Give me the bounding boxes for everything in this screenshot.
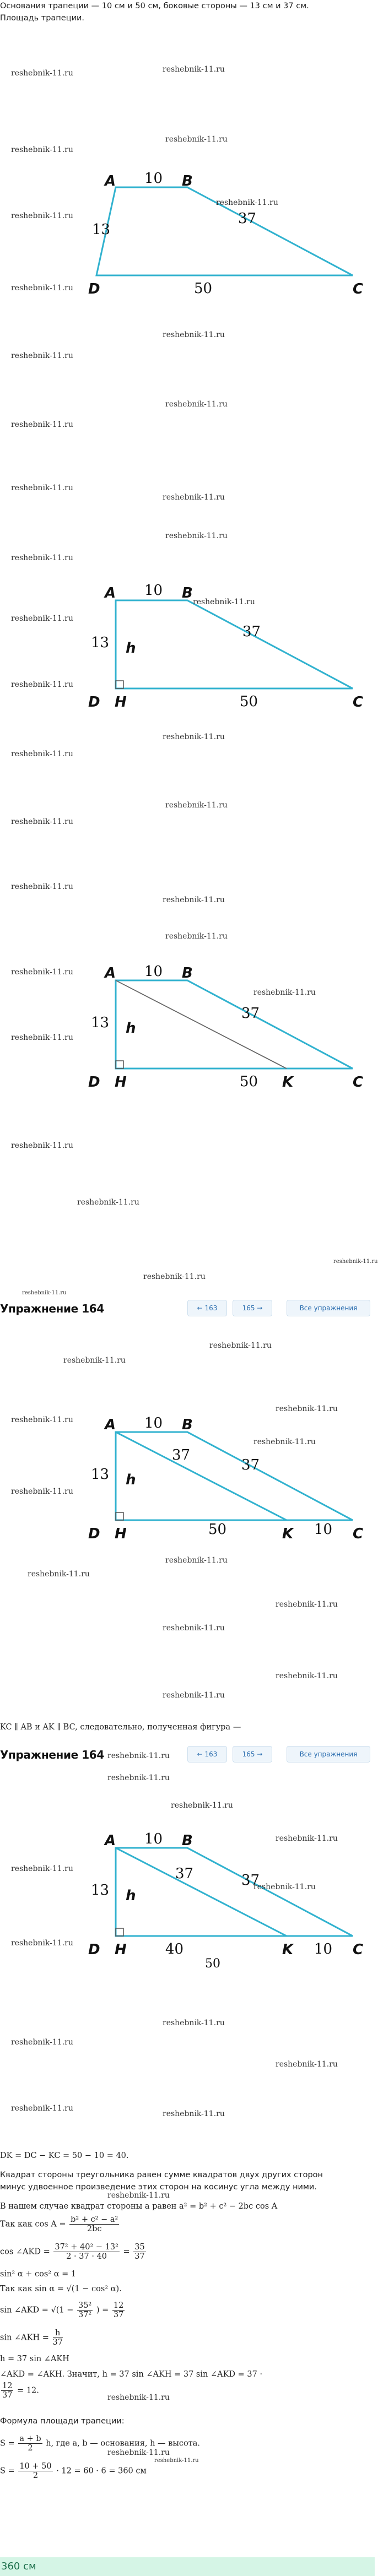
vertex-D: D xyxy=(88,1526,100,1542)
vertex-H: H xyxy=(115,694,127,711)
vertex-D: D xyxy=(88,1074,100,1091)
vertex-B: B xyxy=(182,965,193,981)
next-exercise-button[interactable]: 165 → xyxy=(233,1746,272,1762)
area-formula-heading: Формула площади трапеции: xyxy=(0,2417,125,2426)
watermark: reshebnik-11.ru xyxy=(333,1259,378,1265)
sin-akd-result xyxy=(112,2301,125,2319)
watermark: reshebnik-11.ru xyxy=(107,2191,170,2200)
watermark: reshebnik-11.ru xyxy=(63,1356,126,1365)
s-def-num: a + b xyxy=(19,2434,41,2443)
vertex-C: C xyxy=(353,694,364,711)
exercise-title: Упражнение 164 xyxy=(0,1302,104,1315)
vertex-H: H xyxy=(115,1074,127,1091)
cos-num: b² + c² − a² xyxy=(71,2215,118,2224)
watermark: reshebnik-11.ru xyxy=(276,1600,338,1609)
vertex-D: D xyxy=(88,694,100,711)
sin-akh-formula xyxy=(0,2329,369,2347)
h-result xyxy=(0,2382,369,2400)
cos-akd-frac xyxy=(53,2243,120,2261)
watermark: reshebnik-11.ru xyxy=(154,2458,199,2464)
watermark: reshebnik-11.ru xyxy=(165,1556,228,1565)
watermark: reshebnik-11.ru xyxy=(193,598,255,606)
exercise-title: Упражнение 164 xyxy=(0,1748,104,1761)
label-top-base: 10 xyxy=(144,582,163,599)
since-sin-line: Так как sin α = √(1 − cos² α). xyxy=(0,2285,122,2293)
vertex-C: C xyxy=(353,1942,364,1958)
watermark: reshebnik-11.ru xyxy=(143,1272,206,1281)
sin-akd-res-num: 12 xyxy=(113,2301,124,2310)
vertex-A: A xyxy=(105,965,116,981)
label-right-side: 37 xyxy=(242,623,261,640)
trapezoid-diagram-1 xyxy=(0,160,375,303)
label-left-side: 13 xyxy=(91,1466,110,1483)
watermark: reshebnik-11.ru xyxy=(163,733,225,741)
cos-den: 2bc xyxy=(87,2225,102,2233)
vertex-B: B xyxy=(182,1417,193,1433)
area-definition xyxy=(0,2434,369,2453)
watermark: reshebnik-11.ru xyxy=(11,1939,73,1948)
parallel-statement: KC ∥ AB и AK ∥ BC, следовательно, полученная фигура — xyxy=(0,1723,241,1732)
label-bottom-base: 50 xyxy=(205,1957,220,1971)
cos-akd-lhs: cos ∠AKD = xyxy=(0,2247,50,2257)
exercise-nav-2 xyxy=(0,1742,375,1768)
vertex-D: D xyxy=(88,281,100,297)
s-calc-den: 2 xyxy=(33,2471,39,2480)
height-h: h xyxy=(126,1888,136,1904)
all-exercises-button[interactable]: Все упражнения xyxy=(287,1300,370,1316)
watermark: reshebnik-11.ru xyxy=(11,420,73,429)
prev-exercise-button[interactable]: ← 163 xyxy=(187,1746,227,1762)
watermark: reshebnik-11.ru xyxy=(22,1290,67,1296)
watermark: reshebnik-11.ru xyxy=(165,135,228,144)
watermark: reshebnik-11.ru xyxy=(163,2109,225,2118)
sin-akd-num: 35² xyxy=(78,2301,92,2310)
h-equals-12: = 12. xyxy=(17,2386,39,2395)
label-right-side: 37 xyxy=(241,1457,260,1473)
cos-rule-line-1: Квадрат стороны треугольника равен сумме квадратов двух других сторон xyxy=(0,2171,323,2179)
label-bottom-base: 50 xyxy=(194,280,213,297)
watermark: reshebnik-11.ru xyxy=(163,65,225,74)
label-left-side: 13 xyxy=(91,1882,110,1899)
sin-akd-formula xyxy=(0,2301,369,2319)
all-exercises-button[interactable]: Все упражнения xyxy=(287,1746,370,1762)
our-case-line: В нашем случае квадрат стороны a равен a² = b² + c² − 2bc cos A xyxy=(0,2202,278,2211)
height-h: h xyxy=(126,1020,136,1037)
watermark: reshebnik-11.ru xyxy=(276,1404,338,1413)
sin-akh-num: h xyxy=(53,2329,63,2338)
watermark: reshebnik-11.ru xyxy=(11,1141,73,1150)
s-calc-num: 10 + 50 xyxy=(19,2462,52,2471)
sin-akh-den: 37 xyxy=(52,2338,63,2347)
answer-value: 360 см xyxy=(1,2561,36,2572)
watermark: reshebnik-11.ru xyxy=(276,1834,338,1843)
vertex-D: D xyxy=(88,1942,100,1958)
label-right-side: 37 xyxy=(241,1005,260,1022)
cos-akd-res-num: 35 xyxy=(134,2243,145,2252)
sin-akh-lhs: sin ∠AKH = xyxy=(0,2333,49,2342)
watermark: reshebnik-11.ru xyxy=(171,1801,233,1810)
vertex-A: A xyxy=(105,585,116,601)
watermark: reshebnik-11.ru xyxy=(11,1033,73,1042)
watermark: reshebnik-11.ru xyxy=(276,1672,338,1680)
watermark: reshebnik-11.ru xyxy=(163,896,225,904)
sin-akd-res-den: 37 xyxy=(113,2311,124,2319)
label-bottom-base: 50 xyxy=(208,1521,227,1538)
s-def-den: 2 xyxy=(28,2444,33,2453)
sin-akd-frac xyxy=(77,2301,93,2319)
watermark: reshebnik-11.ru xyxy=(11,1487,73,1496)
s-def-tail: h, где a, b — основания, h — высота. xyxy=(46,2439,200,2448)
vertex-K: K xyxy=(282,1526,294,1542)
vertex-B: B xyxy=(182,173,193,189)
intro-line-1: Основания трапеции — 10 см и 50 см, боковые стороны — 13 см и 37 см. xyxy=(0,2,309,10)
vertex-A: A xyxy=(105,1832,116,1849)
cos-akd-den: 2 · 37 · 40 xyxy=(66,2252,107,2261)
watermark: reshebnik-11.ru xyxy=(163,493,225,502)
dk-computation: DK = DC − KC = 50 − 10 = 40. xyxy=(0,2151,129,2160)
watermark: reshebnik-11.ru xyxy=(11,882,73,891)
watermark: reshebnik-11.ru xyxy=(11,145,73,154)
vertex-H: H xyxy=(115,1526,127,1542)
vertex-K: K xyxy=(282,1942,294,1958)
label-top-base: 10 xyxy=(144,170,163,187)
label-bottom-base: 50 xyxy=(240,693,258,710)
label-kc: 10 xyxy=(314,1521,333,1538)
watermark: reshebnik-11.ru xyxy=(11,614,73,623)
label-right-side: 37 xyxy=(241,1872,260,1889)
vertex-B: B xyxy=(182,585,193,601)
cos-fraction xyxy=(69,2215,119,2233)
height-h: h xyxy=(126,640,136,657)
s-def-frac xyxy=(18,2434,42,2453)
label-top-base: 10 xyxy=(144,1415,163,1431)
answer-bar xyxy=(0,2557,375,2576)
watermark: reshebnik-11.ru xyxy=(11,351,73,360)
height-h: h xyxy=(126,1472,136,1488)
cos-akd-result xyxy=(133,2243,145,2261)
watermark: reshebnik-11.ru xyxy=(163,2019,225,2027)
cos-akd-num: 37² + 40² − 13² xyxy=(55,2243,118,2252)
s-calc-tail: · 12 = 60 · 6 = 360 см xyxy=(56,2466,147,2476)
label-kc: 10 xyxy=(314,1941,333,1957)
watermark: reshebnik-11.ru xyxy=(276,2060,338,2069)
vertex-A: A xyxy=(105,173,116,189)
watermark: reshebnik-11.ru xyxy=(165,532,228,540)
vertex-B: B xyxy=(182,1832,193,1849)
watermark: reshebnik-11.ru xyxy=(107,2448,170,2457)
label-right-side: 37 xyxy=(238,210,257,227)
cos-a-formula xyxy=(0,2215,369,2233)
watermark: reshebnik-11.ru xyxy=(107,2393,170,2402)
angle-equality-line: ∠AKD = ∠AKH. Значит, h = 37 sin ∠AKH = 37 sin ∠AKD = 37 · xyxy=(0,2370,263,2379)
sin-akh-frac xyxy=(53,2329,63,2347)
vertex-C: C xyxy=(353,281,364,297)
watermark: reshebnik-11.ru xyxy=(11,680,73,689)
watermark: reshebnik-11.ru xyxy=(163,330,225,339)
label-dk: 40 xyxy=(165,1941,184,1957)
label-left-side: 13 xyxy=(91,634,110,651)
watermark: reshebnik-11.ru xyxy=(11,750,73,758)
watermark: reshebnik-11.ru xyxy=(165,932,228,941)
watermark: reshebnik-11.ru xyxy=(165,801,228,810)
watermark: reshebnik-11.ru xyxy=(107,1751,170,1760)
watermark: reshebnik-11.ru xyxy=(216,198,278,207)
label-ak: 37 xyxy=(175,1865,194,1882)
twelve-den: 37 xyxy=(2,2391,13,2400)
watermark: reshebnik-11.ru xyxy=(253,1883,316,1891)
intro-line-2: Площадь трапеции. xyxy=(0,14,85,23)
watermark: reshebnik-11.ru xyxy=(11,968,73,977)
twelve-over-37 xyxy=(1,2382,13,2400)
watermark: reshebnik-11.ru xyxy=(11,484,73,492)
watermark: reshebnik-11.ru xyxy=(11,2038,73,2047)
h-expression: h = 37 sin ∠AKH xyxy=(0,2355,69,2363)
label-top-base: 10 xyxy=(144,963,163,980)
watermark: reshebnik-11.ru xyxy=(11,1416,73,1424)
since-cos-text: Так как cos A = xyxy=(0,2220,66,2229)
watermark: reshebnik-11.ru xyxy=(11,69,73,78)
cos-akd-formula xyxy=(0,2243,369,2261)
trapezoid-diagram-4 xyxy=(0,1404,375,1548)
watermark: reshebnik-11.ru xyxy=(165,400,228,409)
cos-rule-line-2: минус удвоенное произведение этих сторон на косинус угла между ними. xyxy=(0,2183,317,2192)
prev-exercise-button[interactable]: ← 163 xyxy=(187,1300,227,1316)
watermark: reshebnik-11.ru xyxy=(28,1570,90,1579)
watermark: reshebnik-11.ru xyxy=(11,554,73,562)
label-ak: 37 xyxy=(172,1447,191,1463)
watermark: reshebnik-11.ru xyxy=(163,1691,225,1700)
sin-akd-lhs: sin ∠AKD = √(1 − xyxy=(0,2306,74,2315)
label-left-side: 13 xyxy=(92,221,111,238)
trapezoid-diagram-2 xyxy=(0,567,375,711)
watermark: reshebnik-11.ru xyxy=(77,1198,139,1207)
watermark: reshebnik-11.ru xyxy=(11,1864,73,1873)
vertex-C: C xyxy=(353,1074,364,1091)
watermark: reshebnik-11.ru xyxy=(253,1438,316,1446)
cos-akd-eq: = xyxy=(123,2247,130,2257)
label-left-side: 13 xyxy=(91,1015,110,1031)
sin-akd-den: 37² xyxy=(78,2311,92,2319)
label-top-base: 10 xyxy=(144,1831,163,1847)
area-calculation xyxy=(0,2462,369,2480)
s-def-lhs: S = xyxy=(0,2439,15,2448)
watermark: reshebnik-11.ru xyxy=(11,211,73,220)
next-exercise-button[interactable]: 165 → xyxy=(233,1300,272,1316)
watermark: reshebnik-11.ru xyxy=(163,1624,225,1633)
vertex-C: C xyxy=(353,1526,364,1542)
trig-identity: sin² α + cos² α = 1 xyxy=(0,2270,77,2279)
watermark: reshebnik-11.ru xyxy=(11,284,73,292)
watermark: reshebnik-11.ru xyxy=(11,817,73,826)
vertex-K: K xyxy=(282,1074,294,1091)
watermark: reshebnik-11.ru xyxy=(107,1774,170,1782)
twelve-num: 12 xyxy=(2,2382,13,2390)
vertex-H: H xyxy=(115,1942,127,1958)
watermark: reshebnik-11.ru xyxy=(253,988,316,997)
sin-akd-mid: ) = xyxy=(96,2306,109,2315)
watermark: reshebnik-11.ru xyxy=(209,1341,272,1350)
s-calc-frac xyxy=(18,2462,52,2480)
vertex-A: A xyxy=(105,1417,116,1433)
s-calc-lhs: S = xyxy=(0,2466,15,2476)
label-bottom-base: 50 xyxy=(240,1073,258,1090)
watermark: reshebnik-11.ru xyxy=(11,2104,73,2113)
exercise-nav-1 xyxy=(0,1295,375,1322)
cos-akd-res-den: 37 xyxy=(134,2252,145,2261)
